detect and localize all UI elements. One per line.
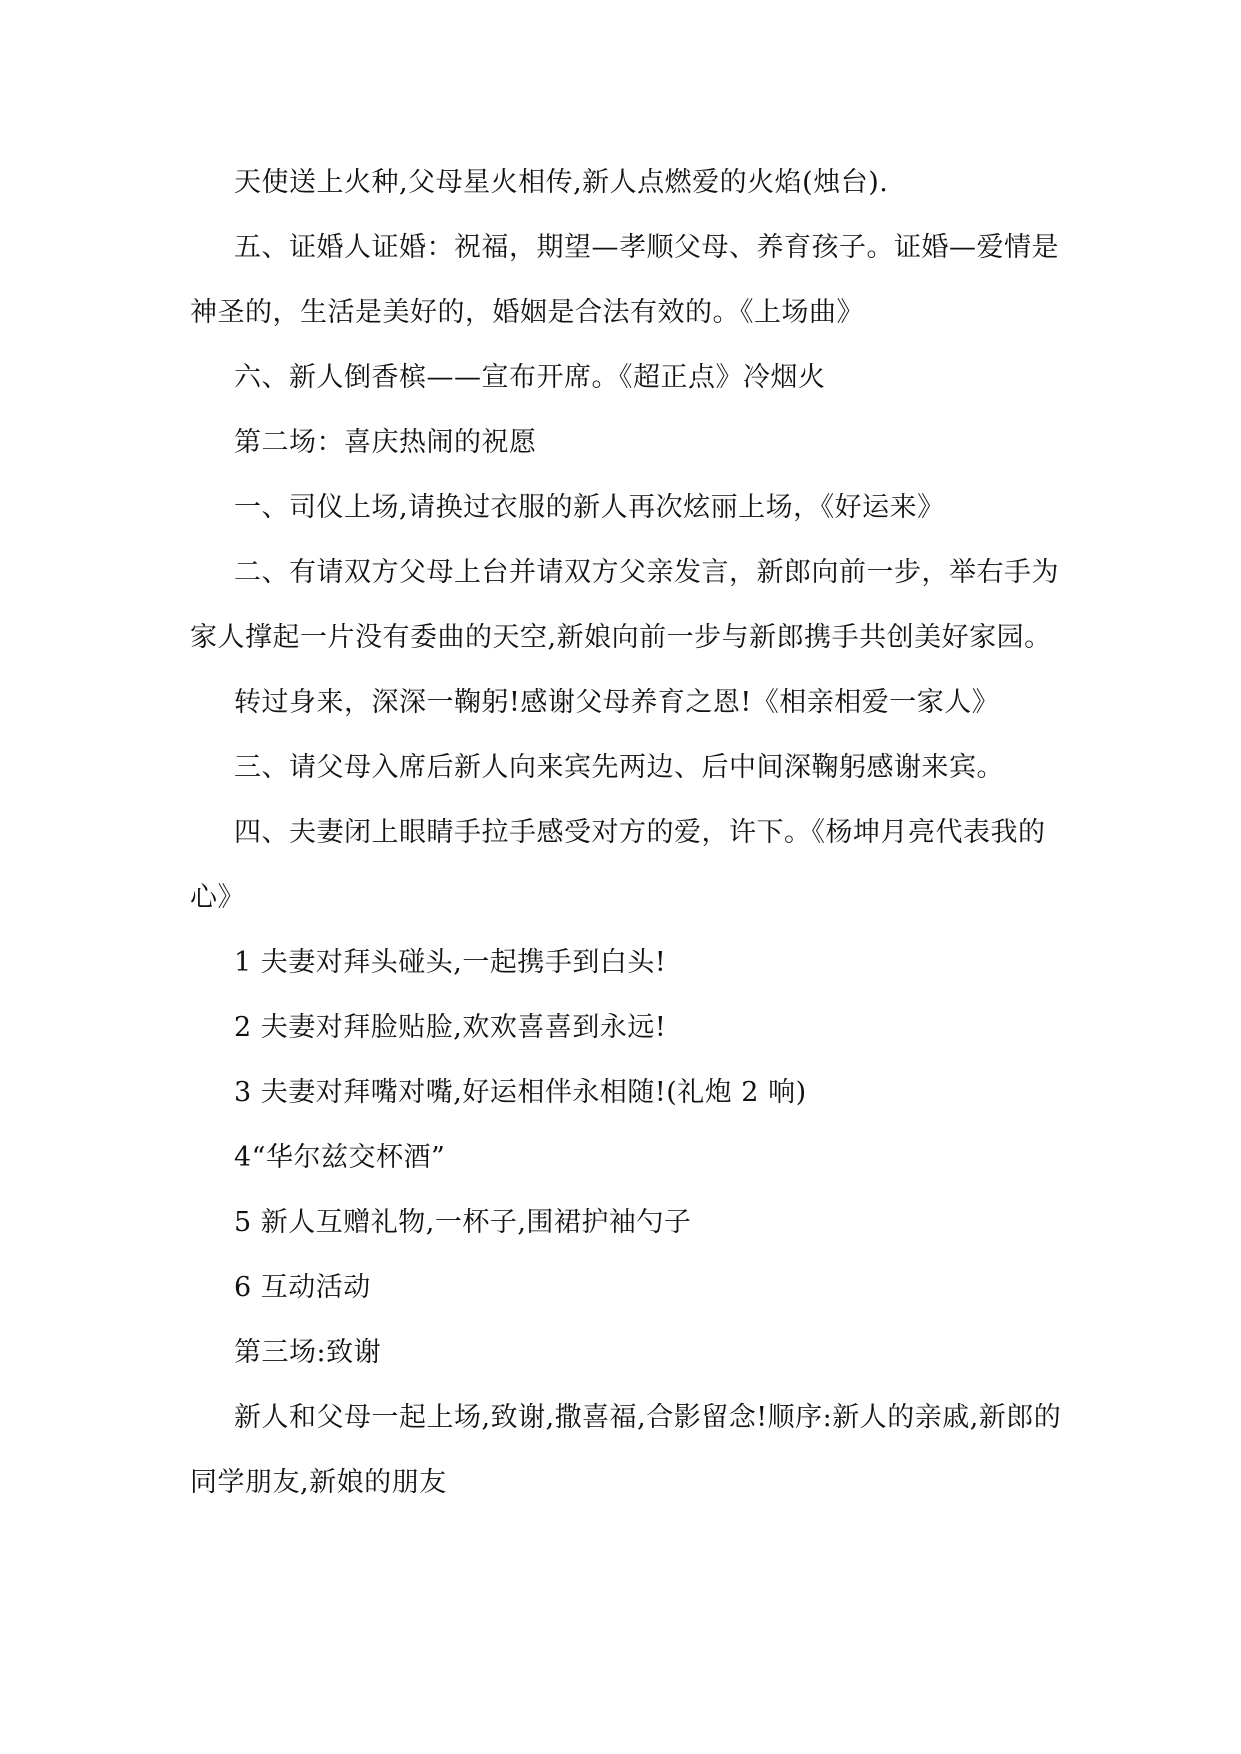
list-item: 1 夫妻对拜头碰头,一起携手到白头! <box>234 947 667 978</box>
paragraph-host-entrance: 一、司仪上场,请换过衣服的新人再次炫丽上场，《好运来》 <box>234 492 945 523</box>
list-item: 3 夫妻对拜嘴对嘴,好运相伴永相随!(礼炮 2 响) <box>234 1077 807 1108</box>
paragraph-parents-speech: 二、有请双方父母上台并请双方父亲发言，新郎向前一步，举右手为家人撑起一片没有委曲的天空,新娘向前一步与新郎携手共创美好家园。 <box>190 557 1059 653</box>
paragraph-champagne: 六、新人倒香槟——宣布开席。《超正点》冷烟火 <box>234 362 826 393</box>
paragraph-officiant: 五、证婚人证婚：祝福，期望—孝顺父母、养育孩子。证婚—爱情是神圣的，生活是美好的，婚姻是合法有效的。《上场曲》 <box>190 232 1059 328</box>
paragraph-bow-to-guests: 三、请父母入席后新人向来宾先两边、后中间深鞠躬感谢来宾。 <box>234 752 1004 783</box>
heading-third-act: 第三场:致谢 <box>234 1337 382 1368</box>
paragraph-candle-lighting: 天使送上火种,父母星火相传,新人点燃爱的火焰(烛台). <box>234 167 889 198</box>
list-item: 6 互动活动 <box>234 1272 371 1303</box>
paragraph-bow-to-parents: 转过身来，深深一鞠躬!感谢父母养育之恩!《相亲相爱一家人》 <box>234 687 1000 718</box>
list-item: 4“华尔兹交杯酒” <box>234 1142 446 1173</box>
document-body <box>190 150 1062 1515</box>
list-item: 2 夫妻对拜脸贴脸,欢欢喜喜到永远! <box>234 1012 667 1043</box>
list-item: 5 新人互赠礼物,一杯子,围裙护袖勺子 <box>234 1207 692 1238</box>
heading-second-act: 第二场：喜庆热闹的祝愿 <box>234 427 537 458</box>
paragraph-thanks: 新人和父母一起上场,致谢,撒喜福,合影留念!顺序:新人的亲戚,新郎的同学朋友,新娘的朋友 <box>190 1402 1062 1498</box>
paragraph-vow: 四、夫妻闭上眼睛手拉手感受对方的爱，许下。《杨坤月亮代表我的心》 <box>190 817 1046 913</box>
